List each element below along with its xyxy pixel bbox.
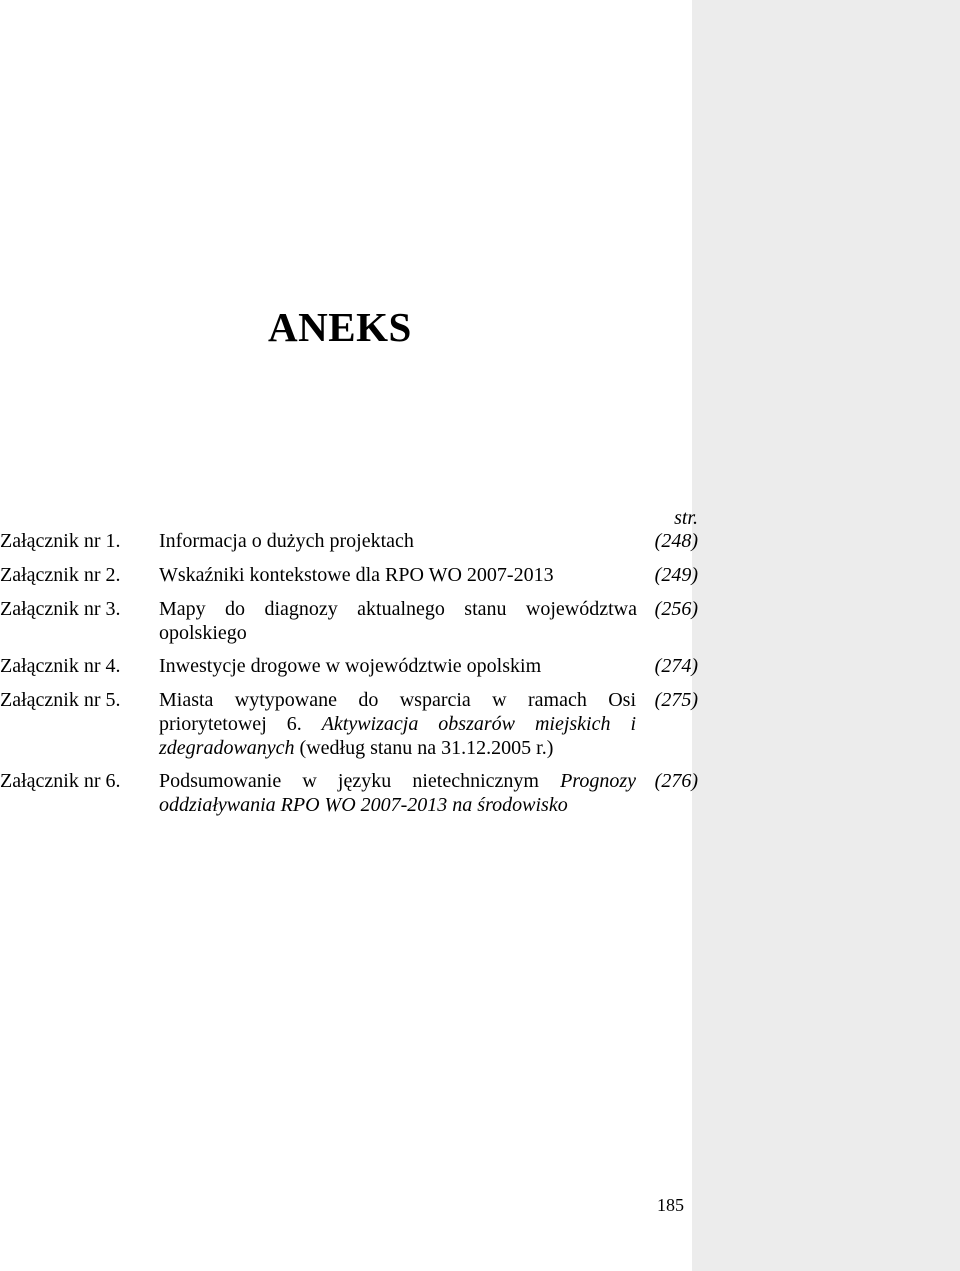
annex-label: Załącznik nr 3.: [0, 598, 121, 620]
annex-description: Mapy do diagnozy aktualnego stanu województwa opolskiego: [159, 598, 637, 644]
margin-comment-panel: [692, 0, 960, 1271]
annex-page-ref: (275): [654, 689, 698, 711]
annex-description: Informacja o dużych projektach: [159, 530, 414, 552]
page-column-header: str.: [674, 507, 698, 529]
annex-label: Załącznik nr 6.: [0, 770, 121, 792]
annex-page-ref: (276): [654, 770, 698, 792]
annex-page-ref: (248): [654, 530, 698, 552]
annex-description-text: Podsumowanie w języku nietechnicznym: [159, 770, 561, 792]
annex-page-ref: (274): [654, 655, 698, 677]
annex-description: [159, 688, 636, 760]
annex-label: Załącznik nr 5.: [0, 689, 121, 711]
annex-description: Inwestycje drogowe w województwie opolskim: [159, 655, 542, 677]
page-number: 185: [657, 1195, 684, 1215]
annex-description-italic: Aktywizacja obszarów miejskich i zdegradowanych: [159, 713, 636, 759]
annex-label: Załącznik nr 1.: [0, 530, 121, 552]
annex-description-text: Miasta wytypowane do wsparcia w ramach Osi priorytetowej 6.: [159, 689, 636, 735]
annex-description-italic: Prognozy oddziaływania RPO WO 2007-2013 na środowisko: [159, 770, 636, 816]
annex-description-text: (według stanu na 31.12.2005 r.): [294, 737, 554, 759]
annex-label: Załącznik nr 2.: [0, 564, 121, 586]
annex-page-ref: (256): [654, 598, 698, 620]
annex-description: [159, 769, 636, 817]
annex-page-ref: (249): [654, 564, 698, 586]
page-title: ANEKS: [268, 304, 412, 350]
annex-description: Wskaźniki kontekstowe dla RPO WO 2007-2013: [159, 564, 554, 586]
annex-label: Załącznik nr 4.: [0, 655, 121, 677]
